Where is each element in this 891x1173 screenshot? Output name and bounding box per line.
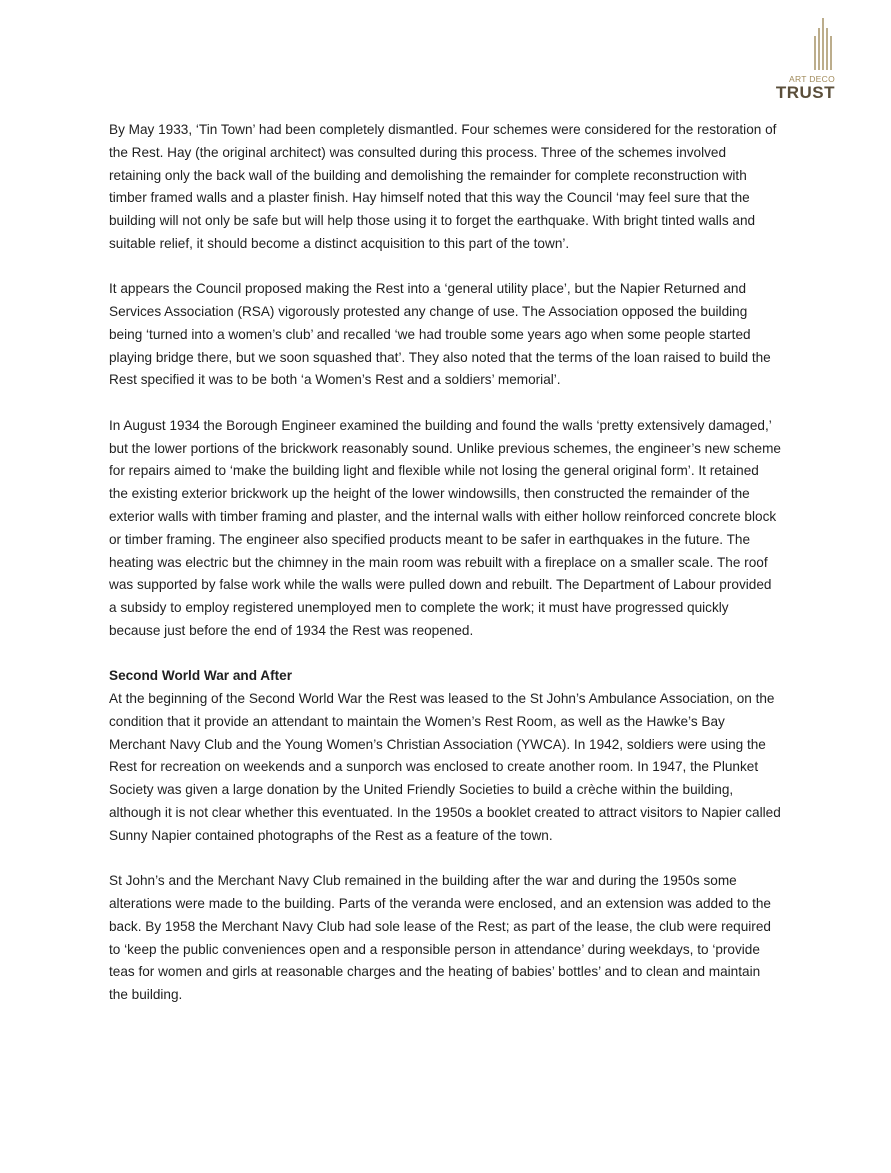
art-deco-tower-icon (811, 16, 835, 70)
document-body (109, 119, 781, 1029)
logo-line2: TRUST (775, 83, 835, 102)
logo-line1: ART DECO (788, 74, 835, 84)
paragraph-borough-engineer: In August 1934 the Borough Engineer examined the building and found the walls ‘pretty extensively damaged,’ but the lower portions of the brickwork reasonably sound. Unlike previous schemes, the engineer’s new scheme for repairs aimed to ‘make the building light and flexible while not losing the general original form’. It retained the existing exterior brickwork up the height of the lower windowsills, then constructed the remainder of the exterior walls with timber framing and plaster, and the internal walls with either hollow reinforced concrete block or timber framing. The engineer also specified products meant to be safer in earthquakes in the future. The heating was electric but the chimney in the main room was rebuilt with a fireplace on a smaller scale. The roof was supported by false work while the walls were pulled down and rebuilt. The Department of Labour provided a subsidy to employ registered unemployed men to complete the work; it must have progressed quickly because just before the end of 1934 the Rest was reopened. (109, 417, 781, 638)
paragraph-merchant-navy-club: St John’s and the Merchant Navy Club remained in the building after the war and during the 1950s some alterations were made to the building. Parts of the veranda were enclosed, and an extension was added to the back. By 1958 the Merchant Navy Club had sole lease of the Rest; as part of the lease, the club were required to ‘keep the public conveniences open and a responsible person in attendance’ during weekdays, to ‘provide teas for women and girls at reasonable charges and the heating of babies’ bottles’ and to clean and maintain the building. (109, 873, 771, 1003)
paragraph-tin-town: By May 1933, ‘Tin Town’ had been completely dismantled. Four schemes were considered for the restoration of the Rest. Hay (the original architect) was consulted during this process. Three of the schemes involved retaining only the back wall of the building and demolishing the remainder for complete reconstruction with timber framed walls and a plaster finish. Hay himself noted that this way the Council ‘may feel sure that the building will not only be safe but will help those using it to forget the earthquake. With bright tinted walls and suitable relief, it should become a distinct acquisition to this part of the town’. (109, 122, 777, 251)
paragraph-second-world-war: At the beginning of the Second World War the Rest was leased to the St John’s Ambulance Association, on the condition that it provide an attendant to maintain the Women’s Rest Room, as well as the Hawke’s Bay Merchant Navy Club and the Young Women’s Christian Association (YWCA). In 1942, soldiers were using the Rest for recreation on weekends and a sunporch was enclosed to create another room. In 1947, the Plunket Society was given a large donation by the United Friendly Societies to build a crèche within the building, although it is not clear whether this eventuated. In the 1950s a booklet created to attract visitors to Napier called Sunny Napier contained photographs of the Rest as a feature of the town. (109, 691, 781, 843)
paragraph-council-proposal: It appears the Council proposed making the Rest into a ‘general utility place’, but the Napier Returned and Services Association (RSA) vigorously protested any change of use. The Association opposed the building being ‘turned into a women’s club’ and recalled ‘we had trouble some years ago when some people started playing bridge there, but we soon squashed that’. They also noted that the terms of the loan raised to build the Rest specified it was to be both ‘a Women’s Rest and a soldiers’ memorial’. (109, 281, 771, 388)
art-deco-trust-logo (775, 16, 835, 102)
section-heading: Second World War and After (109, 668, 293, 684)
